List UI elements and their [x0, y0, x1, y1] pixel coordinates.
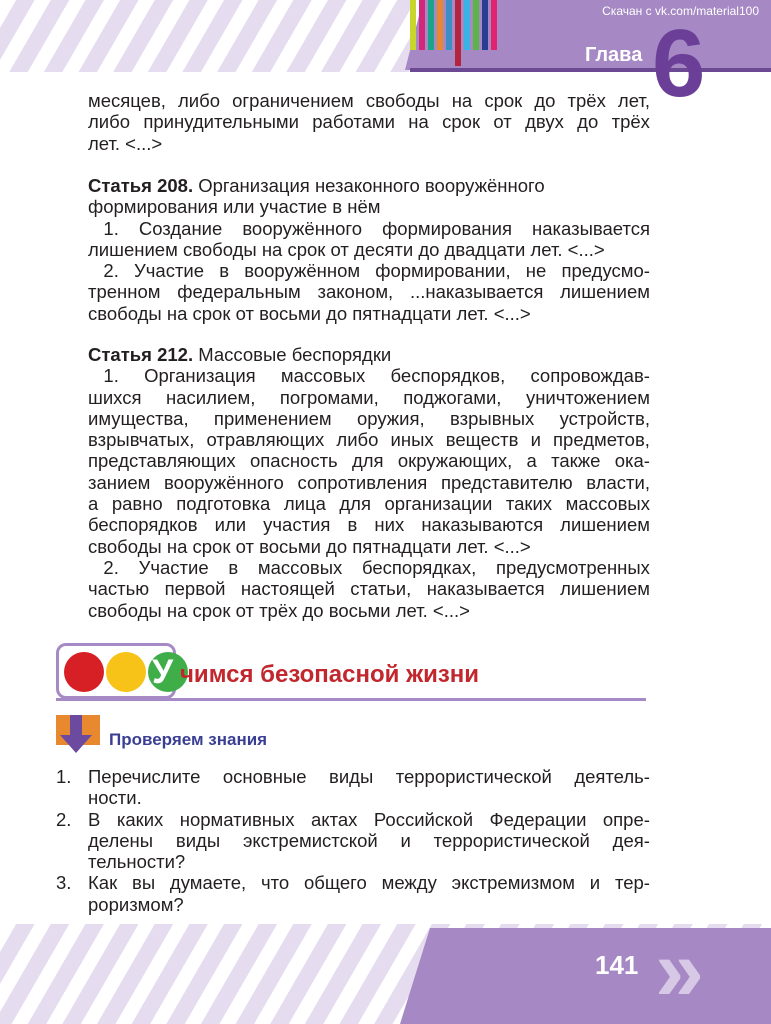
section-header: [56, 643, 646, 701]
question-number: 1.: [56, 766, 72, 787]
red-circle-icon: [64, 652, 104, 692]
text-line: частью первой настоящей статьи, наказывается лишением: [88, 578, 650, 600]
text-line: представляющих опасность для окружающих, а также ока-: [88, 450, 650, 472]
text-line: тренном федеральным законом, ...наказывается лишением: [88, 281, 650, 303]
text-line: либо принудительными работами на срок от двух до трёх: [88, 111, 650, 133]
color-bar: [491, 0, 497, 50]
article-heading: [88, 175, 650, 196]
section-initial: У: [152, 653, 174, 691]
article-number: Статья 208.: [88, 175, 194, 196]
text-line: свободы на срок от восьми до пятнадцати лет. <...>: [88, 302, 531, 324]
article-208: [88, 175, 650, 324]
question-item: [56, 809, 650, 873]
question-line: ности.: [88, 787, 142, 809]
color-bar: [419, 0, 425, 50]
text-line: имущества, применением оружия, взрывных устройств,: [88, 407, 650, 429]
page-number: 141: [595, 950, 639, 980]
question-line: Перечислите основные виды террористической деятель-: [88, 766, 650, 787]
question-item: [56, 872, 650, 915]
section-rule: [56, 698, 646, 701]
footer-band: [400, 920, 771, 1024]
question-number: 3.: [56, 872, 72, 894]
next-chevron-icon: »: [655, 920, 704, 1019]
question-line: роризмом?: [88, 893, 184, 915]
text-line: 1. Создание вооружённого формирования наказывается: [88, 217, 650, 239]
article-title: Организация незаконного вооружённого: [193, 175, 545, 196]
text-line: свободы на срок от трёх до восьми лет. <...>: [88, 599, 470, 621]
chapter-number: 6: [652, 10, 706, 117]
color-bar: [482, 0, 488, 50]
question-line: Как вы думаете, что общего между экстремизмом и тер-: [88, 872, 650, 894]
text-line: шихся насилием, погромами, поджогами, уничтожением: [88, 386, 650, 408]
text-line: а равно подготовка лица для организации таких массовых: [88, 493, 650, 515]
article-number: Статья 212.: [88, 344, 194, 365]
text-line: взрывчатых, отравляющих либо иных веществ и предметов,: [88, 429, 650, 451]
chapter-label: Глава: [585, 44, 643, 66]
question-line: делены виды экстремистской и террористической дея-: [88, 829, 650, 851]
question-line: тельности?: [88, 851, 186, 873]
color-bar: [437, 0, 443, 50]
header-rule: [410, 68, 771, 72]
check-knowledge-title: Проверяем знания: [109, 730, 268, 749]
down-arrow-icon: [56, 715, 100, 755]
section-title: чимся безопасной жизни: [180, 661, 480, 688]
color-bar: [473, 0, 479, 50]
question-item: [56, 766, 650, 809]
questions-list: [56, 766, 650, 915]
color-bar: [428, 0, 434, 50]
question-line: В каких нормативных актах Российской Федерации опре-: [88, 808, 650, 830]
article-212: [88, 344, 650, 621]
color-bars-decoration: [410, 0, 497, 60]
text-line: свободы на срок от восьми до пятнадцати лет. <...>: [88, 535, 531, 557]
text-line: беспорядков или участия в них наказываются лишением: [88, 514, 650, 536]
text-line: лет. <...>: [88, 132, 163, 154]
article-title: Массовые беспорядки: [193, 344, 392, 365]
text-line: лишением свободы на срок от десяти до двадцати лет. <...>: [88, 238, 605, 260]
color-bar: [410, 0, 416, 50]
text-line: 2. Участие в вооружённом формировании, не предусмо-: [88, 260, 650, 282]
source-watermark: Скачан с vk.com/material100: [602, 4, 759, 18]
text-line: занием вооружённого сопротивления представителю власти,: [88, 471, 650, 493]
color-bar: [464, 0, 470, 50]
intro-paragraph: [88, 90, 650, 154]
text-line: формирования или участие в нём: [88, 196, 381, 218]
question-number: 2.: [56, 808, 72, 830]
text-line: 2. Участие в массовых беспорядках, предусмотренных: [88, 556, 650, 578]
yellow-circle-icon: [106, 652, 146, 692]
text-line: 1. Организация массовых беспорядков, сопровождав-: [88, 365, 650, 387]
color-bar: [446, 0, 452, 50]
text-line: месяцев, либо ограничением свободы на срок до трёх лет,: [88, 90, 650, 111]
article-heading: [88, 344, 650, 365]
color-bar: [455, 0, 461, 66]
